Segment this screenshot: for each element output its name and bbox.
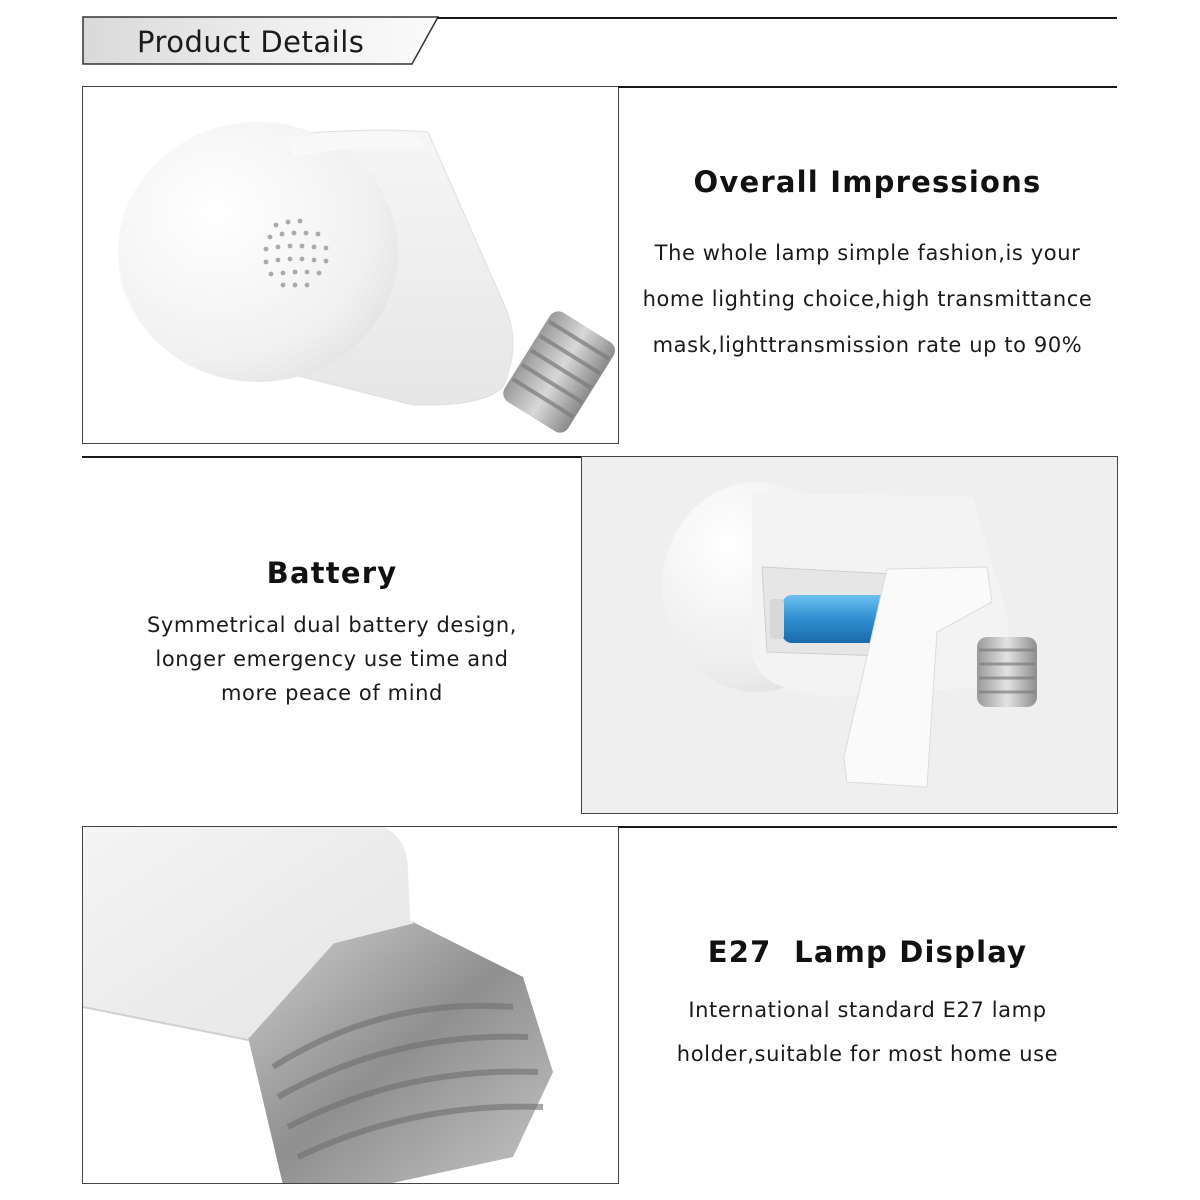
section2-divider	[82, 456, 582, 458]
overall-impressions-line-1: The whole lamp simple fashion,is your	[654, 241, 1081, 265]
section3-divider	[618, 826, 1117, 828]
header-divider	[437, 17, 1117, 19]
battery-line-2: longer emergency use time and	[155, 647, 509, 671]
page-title: Product Details	[137, 25, 365, 59]
e27-line-2: holder,suitable for most home use	[676, 1042, 1059, 1066]
bulb-battery-photo	[581, 456, 1118, 814]
e27-lamp-display-heading: E27 Lamp Display	[707, 935, 1028, 969]
overall-impressions-line-2: home lighting choice,high transmittance	[642, 287, 1093, 311]
overall-impressions-heading: Overall Impressions	[693, 165, 1042, 199]
bulb-overview-photo	[82, 86, 619, 444]
battery-line-1: Symmetrical dual battery design,	[146, 613, 518, 637]
section1-divider	[618, 86, 1117, 88]
overall-impressions-line-3: mask,lighttransmission rate up to 90%	[652, 333, 1083, 357]
battery-heading: Battery	[266, 556, 398, 590]
bulb-e27-base-photo	[82, 826, 619, 1184]
battery-line-3: more peace of mind	[221, 681, 443, 705]
e27-line-1: International standard E27 lamp	[688, 998, 1047, 1022]
